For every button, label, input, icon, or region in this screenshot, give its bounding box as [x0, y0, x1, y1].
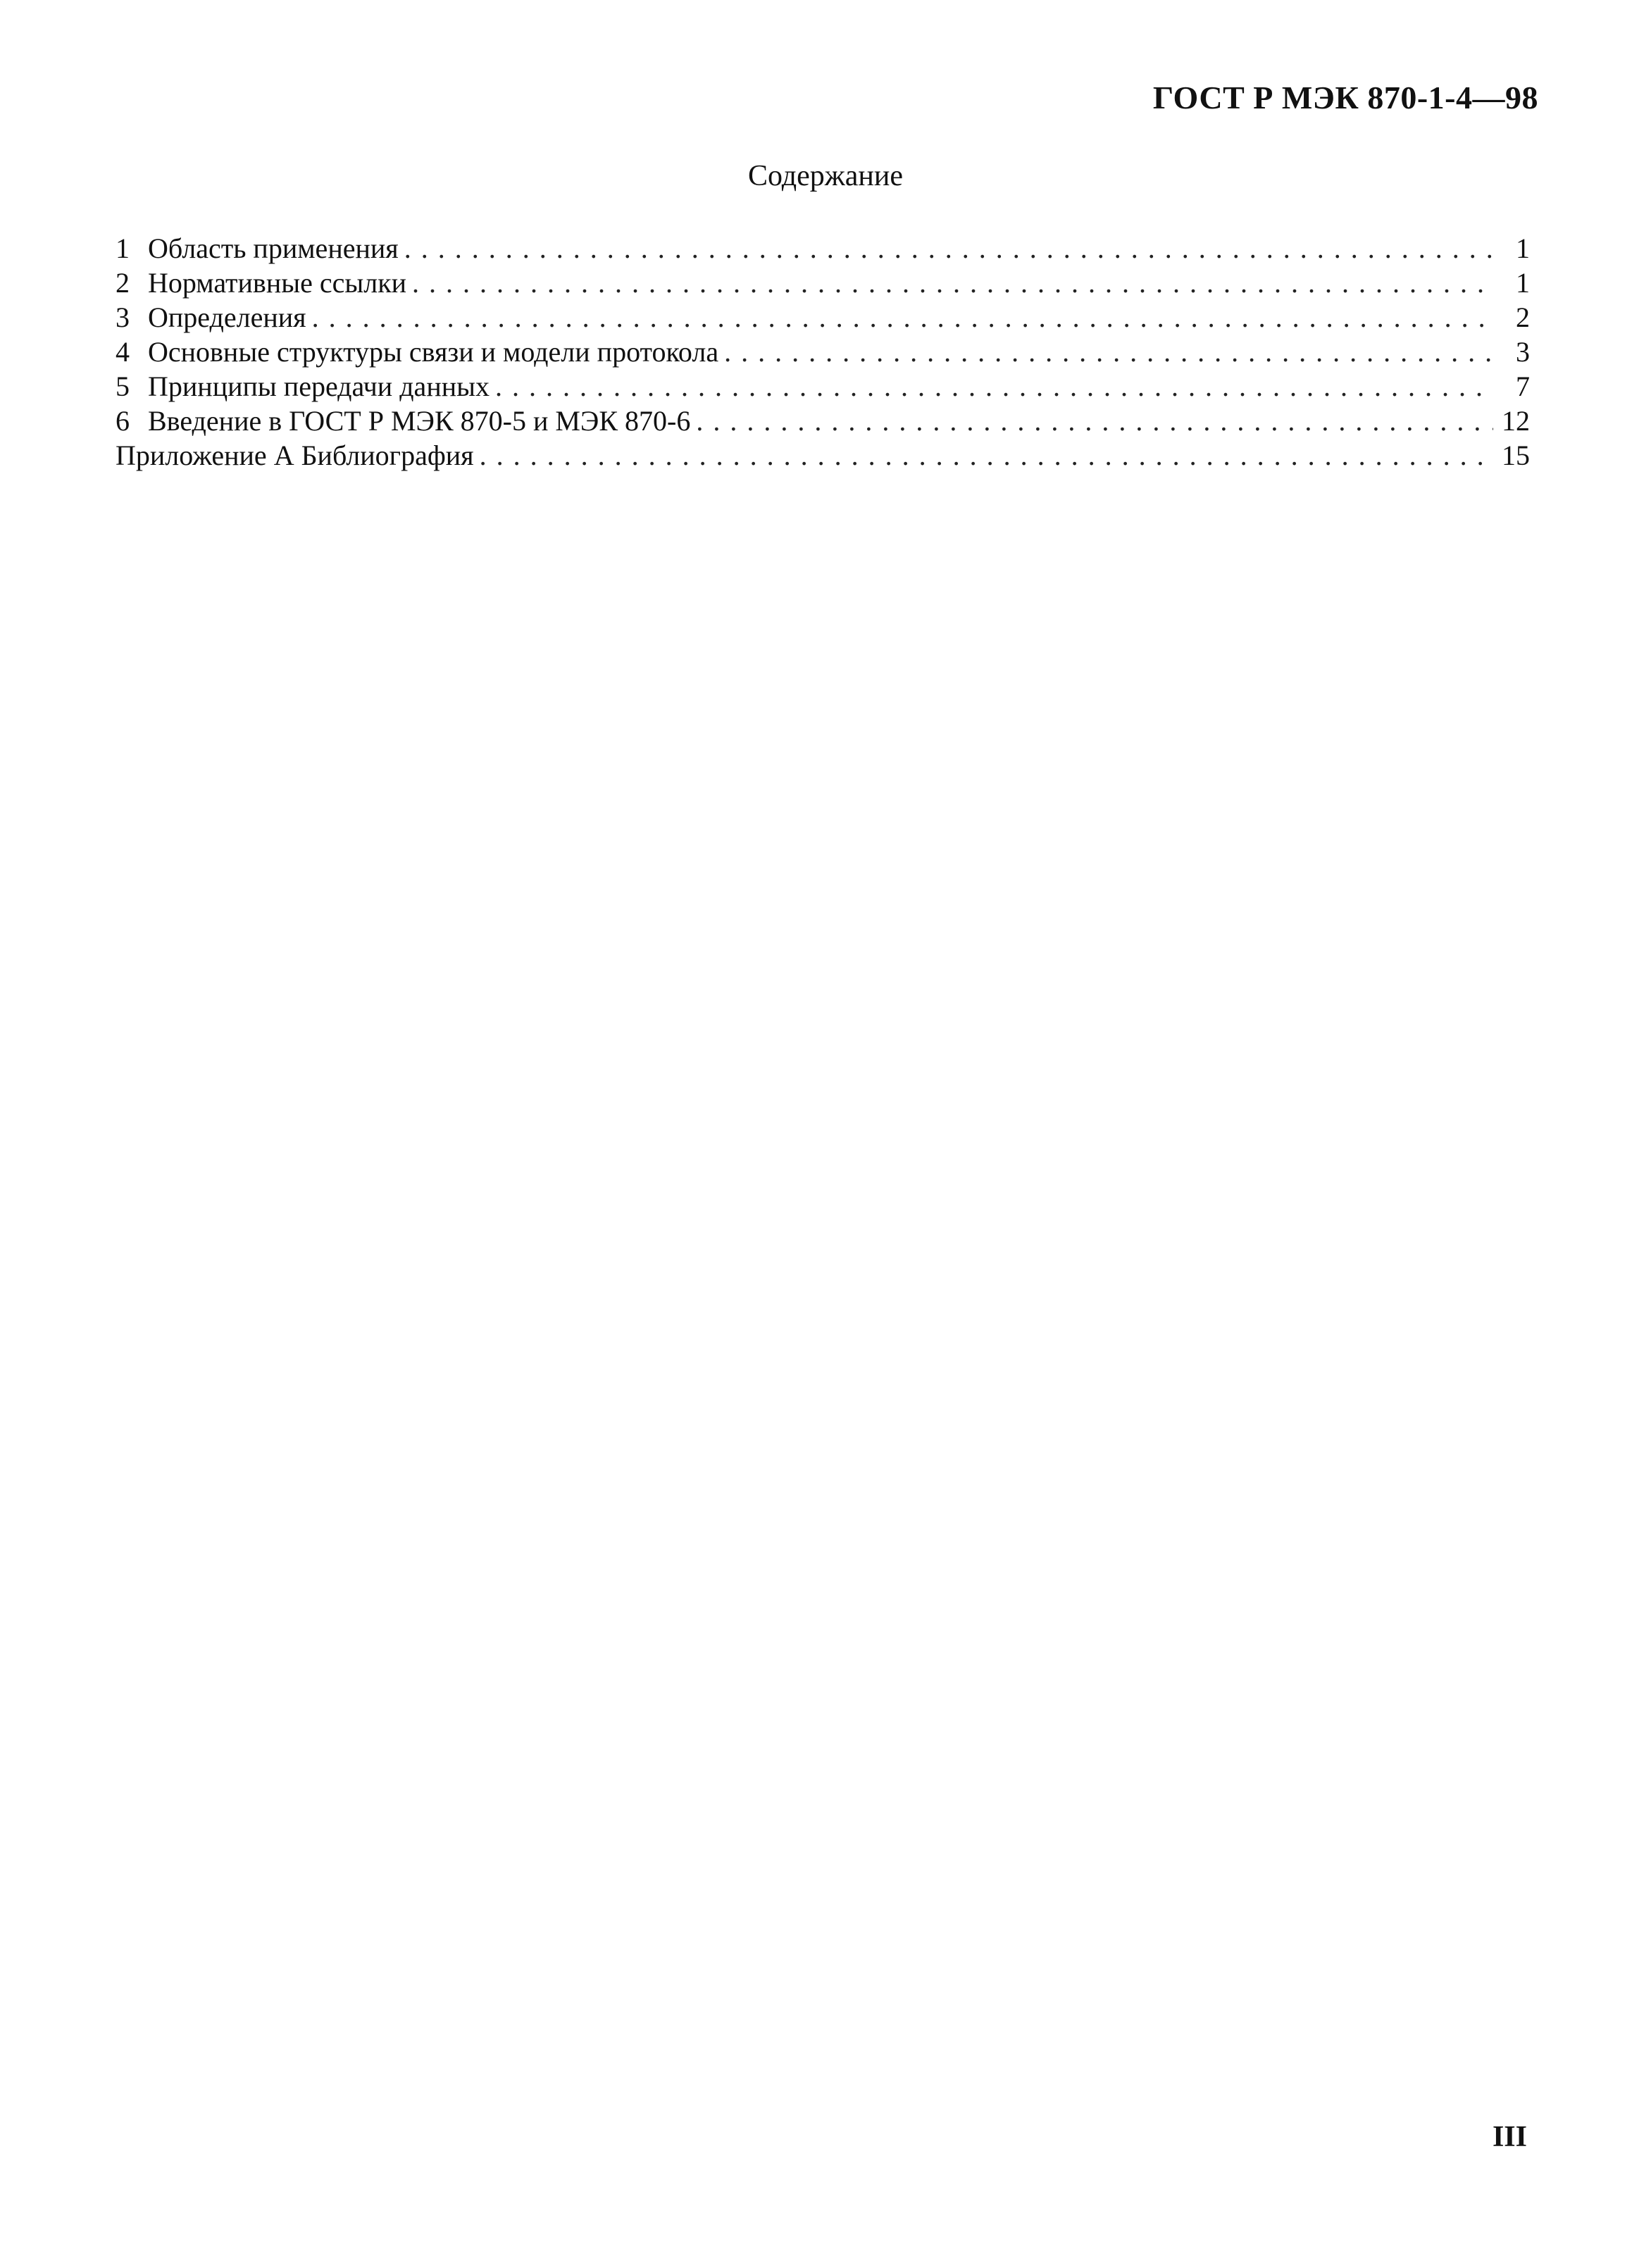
toc-item-page: 1	[1516, 267, 1530, 299]
toc-item-page: 12	[1502, 405, 1530, 437]
page-number: III	[1492, 2121, 1527, 2153]
toc-item-page: 3	[1516, 336, 1530, 368]
toc-item-page: 7	[1516, 370, 1530, 402]
toc-item-label: Введение в ГОСТ Р МЭК 870-5 и МЭК 870-6	[148, 405, 691, 437]
toc-item-label: Принципы передачи данных	[148, 370, 490, 402]
toc-item-title	[116, 300, 306, 335]
toc-item-number: 2	[116, 267, 130, 299]
toc-item-number: 4	[116, 336, 130, 368]
toc-leader-dots	[412, 266, 1493, 300]
toc-item-label: Приложение А Библиография	[116, 440, 474, 471]
toc-leader-dots	[495, 369, 1493, 404]
toc-item-title	[116, 369, 490, 404]
toc-item[interactable]	[116, 335, 1530, 369]
toc-leader-dots	[404, 231, 1493, 266]
toc-item[interactable]	[116, 231, 1530, 266]
toc-item-title	[116, 231, 399, 266]
toc-item-label: Область применения	[148, 232, 399, 264]
document-code: ГОСТ Р МЭК 870-1-4—98	[1152, 80, 1538, 116]
toc-item[interactable]	[116, 266, 1530, 300]
toc-item-title	[116, 404, 690, 438]
toc-leader-dots	[724, 335, 1493, 369]
toc-item-title	[116, 438, 474, 473]
toc-item-number: 1	[116, 232, 130, 264]
toc-item-appendix[interactable]	[116, 438, 1530, 473]
toc-leader-dots	[480, 438, 1493, 473]
table-of-contents	[116, 231, 1530, 473]
toc-item-page: 15	[1502, 440, 1530, 471]
toc-item[interactable]	[116, 369, 1530, 404]
toc-item-label: Основные структуры связи и модели протокола	[148, 336, 719, 368]
toc-item-title	[116, 335, 718, 369]
toc-item-number: 5	[116, 370, 130, 402]
toc-item-page: 1	[1516, 232, 1530, 264]
toc-item[interactable]	[116, 300, 1530, 335]
toc-item-page: 2	[1516, 301, 1530, 333]
toc-leader-dots	[312, 300, 1493, 335]
toc-item-title	[116, 266, 406, 300]
toc-item-label: Определения	[148, 301, 306, 333]
toc-item-number: 6	[116, 405, 130, 437]
toc-item-number: 3	[116, 301, 130, 333]
toc-leader-dots	[696, 404, 1493, 438]
toc-heading: Содержание	[747, 160, 904, 192]
toc-item-label: Нормативные ссылки	[148, 267, 407, 299]
toc-item[interactable]	[116, 404, 1530, 438]
